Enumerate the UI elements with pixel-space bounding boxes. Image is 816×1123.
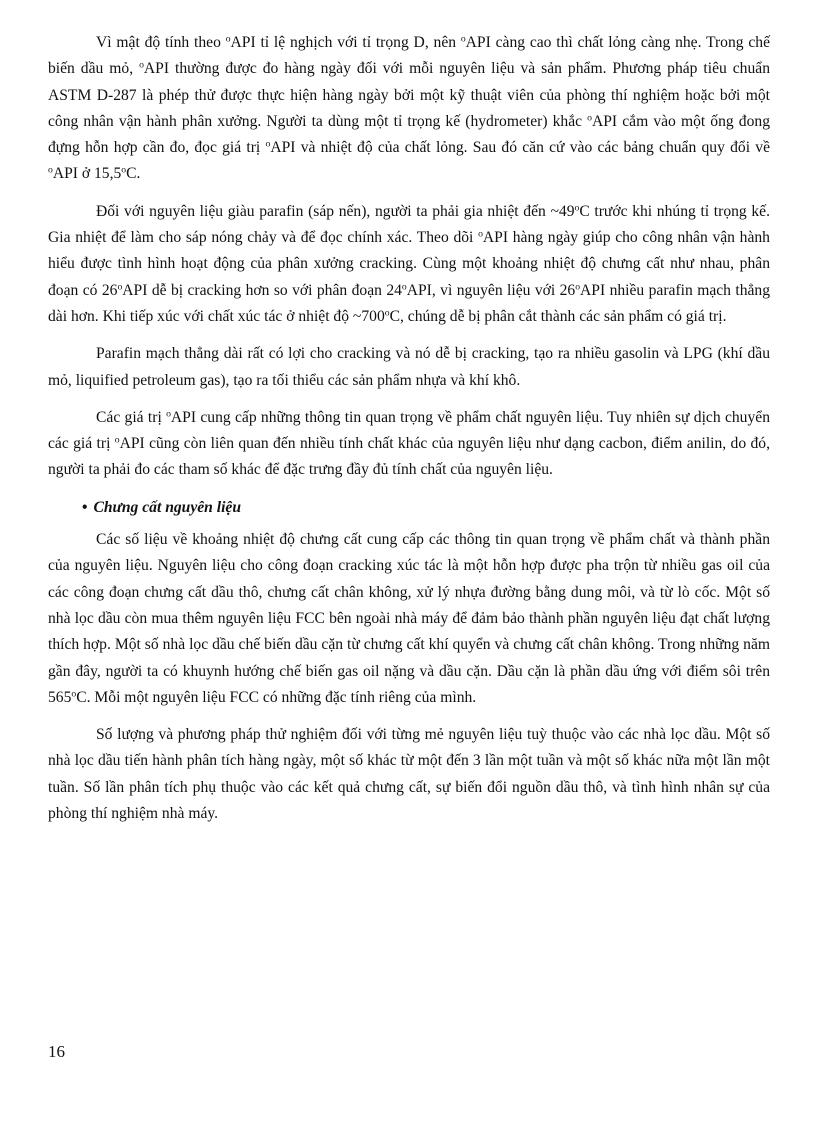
degree-mark: o [384, 307, 390, 319]
bullet-icon: • [82, 498, 88, 516]
degree-mark: o [166, 408, 171, 420]
degree-mark: o [478, 228, 483, 240]
degree-mark: o [575, 281, 581, 293]
paragraph-api-gravity: Vì mật độ tính theo $^o$API tỉ lệ nghịch với tỉ trọng D, nên $^o$API càng cao thì chất lỏng càng nhẹ. Trong chế biến dầu mỏ, $^o$API thường được đo hàng ngày đối với mỗi nguyên liệu và sản phẩm. Phương pháp tiêu chuẩn ASTM D-287 là phép thử được thực hiện hàng ngày bởi một kỹ thuật viên của phòng thí nghiệm hoặc bởi một công nhân vận hành phân xưởng. Người ta dùng một tỉ trọng kế (hydrometer) khắc $^o$API cắm vào một ống đong đựng hỗn hợp cần đo, đọc giá trị $^o$API và nhiệt độ của chất lỏng. Sau đó căn cứ vào các bảng chuẩn quy đổi về $^o$API ở 15,5$^o$C. [48, 33, 770, 183]
degree-mark: o [117, 281, 123, 293]
section-heading-text: Chưng cất nguyên liệu [93, 498, 242, 516]
degree-mark: o [71, 688, 77, 700]
paragraph-distillation-data: Các số liệu về khoảng nhiệt độ chưng cất cung cấp các thông tin quan trọng về phẩm chất và thành phần của nguyên liệu. Nguyên liệu cho công đoạn cracking xúc tác là một hỗn hợp được pha trộn từ nhiều gas oil của các công đoạn chưng cất dầu thô, chưng cất chân không, xử lý nhựa đường bằng dung môi, và từ lò cốc. Một số nhà lọc dầu còn mua thêm nguyên liệu FCC bên ngoài nhà máy để đảm bảo thành phần nguyên liệu đạt chất lượng thích hợp. Một số nhà lọc dầu chế biến dầu cặn từ chưng cất khí quyển và chưng cất chân không. Trong những năm gần đây, người ta có khuynh hướng chế biến gas oil nặng và dầu cặn. Dầu cặn là phần dầu ứng với điểm sôi trên 565$^o$C. Mỗi một nguyên liệu FCC có những đặc tính riêng của mình. [48, 531, 770, 706]
degree-mark: o [460, 33, 466, 45]
degree-mark: o [225, 33, 231, 45]
degree-mark: o [114, 434, 120, 446]
degree-mark: o [587, 112, 592, 124]
degree-mark: o [48, 165, 53, 177]
degree-mark: o [139, 59, 144, 71]
paragraph-api-values: Các giá trị $^o$API cung cấp những thông tin quan trọng về phẩm chất nguyên liệu. Tuy nhiên sự dịch chuyển các giá trị $^o$API cũng còn liên quan đến nhiều tính chất khác của nguyên liệu như dạng cacbon, điểm anilin, do đó, người ta phải đo các tham số khác để đặc trưng đầy đủ tính chất của nguyên liệu. [48, 408, 770, 479]
degree-mark: o [265, 138, 271, 150]
degree-mark: o [574, 202, 580, 214]
degree-mark: o [401, 281, 407, 293]
degree-mark: o [121, 165, 127, 177]
paragraph-paraffin-feed: Đối với nguyên liệu giàu parafin (sáp nến), người ta phải gia nhiệt đến ~49$^o$C trước khi nhúng tỉ trọng kế. Gia nhiệt để làm cho sáp nóng chảy và để đọc chính xác. Theo dõi $^o$API hàng ngày giúp cho công nhân vận hành hiểu được tình hình hoạt động của phân xưởng cracking. Cùng một khoảng nhiệt độ chưng cất như nhau, phân đoạn có 26$^o$API dễ bị cracking hơn so với phân đoạn 24$^o$API, vì nguyên liệu với 26$^o$API nhiều parafin mạch thẳng dài hơn. Khi tiếp xúc với chất xúc tác ở nhiệt độ ~700$^o$C, chúng dễ bị phân cắt thành các sản phẩm có giá trị. [48, 202, 771, 325]
paragraph-testing-frequency: Số lượng và phương pháp thử nghiệm đối với từng mẻ nguyên liệu tuỳ thuộc vào các nhà lọc dầu. Một số nhà lọc dầu tiến hành phân tích hàng ngày, một số khác từ một đến 3 lần một tuần và một số khác nữa một lần một tuần. Số lần phân tích phụ thuộc vào các kết quả chưng cất, sự biến đổi nguồn dầu thô, và tình hình nhân sự của phòng thí nghiệm nhà máy. [48, 726, 770, 823]
paragraph-long-chain-paraffin: Parafin mạch thẳng dài rất có lợi cho cracking và nó dễ bị cracking, tạo ra nhiều gasolin và LPG (khí dầu mỏ, liquified petroleum gas), tạo ra tối thiểu các sản phẩm nhựa và khí khô. [48, 345, 770, 389]
page-number: 16 [48, 1042, 65, 1061]
section-heading [48, 495, 770, 521]
page-body [48, 30, 770, 827]
